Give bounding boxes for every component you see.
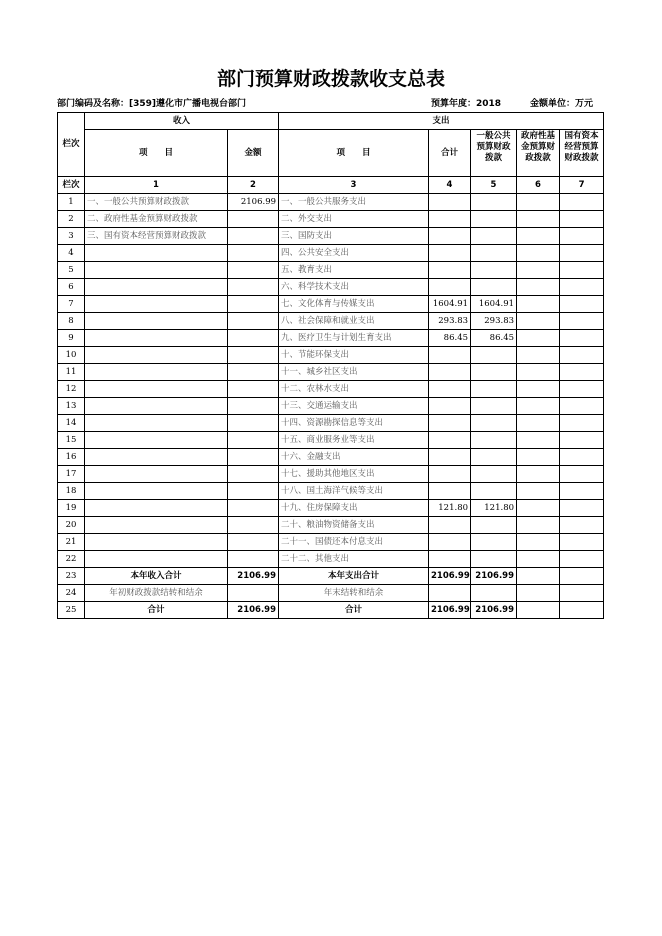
expense-total — [429, 194, 471, 211]
table-row — [58, 534, 604, 551]
grand-total-income-label: 合计 — [85, 602, 228, 619]
expense-gov-fund — [517, 364, 560, 381]
income-amount — [228, 415, 279, 432]
expense-total — [429, 466, 471, 483]
expense-general-budget: 1604.91 — [471, 296, 517, 313]
expense-gov-fund — [517, 296, 560, 313]
expense-total: 121.80 — [429, 500, 471, 517]
expense-gov-fund — [517, 211, 560, 228]
expense-general-budget — [471, 262, 517, 279]
expense-gov-fund — [517, 194, 560, 211]
row-number: 3 — [58, 228, 85, 245]
expense-total — [429, 483, 471, 500]
row-number: 10 — [58, 347, 85, 364]
carryover-income-label: 年初财政拨款结转和结余 — [85, 585, 228, 602]
table-row — [58, 381, 604, 398]
grand-total-expense-label: 合计 — [279, 602, 429, 619]
expense-general-budget: 293.83 — [471, 313, 517, 330]
expense-item: 七、文化体育与传媒支出 — [279, 296, 429, 313]
income-item — [85, 534, 228, 551]
expense-state-capital — [560, 415, 604, 432]
expense-item: 四、公共安全支出 — [279, 245, 429, 262]
expense-item: 五、教育支出 — [279, 262, 429, 279]
empty-cell — [471, 585, 517, 602]
expense-total: 1604.91 — [429, 296, 471, 313]
expense-total — [429, 449, 471, 466]
expense-state-capital — [560, 381, 604, 398]
income-amount — [228, 262, 279, 279]
table-row — [58, 245, 604, 262]
expense-state-capital — [560, 483, 604, 500]
income-amount — [228, 398, 279, 415]
expense-total — [429, 262, 471, 279]
expense-gov-fund — [517, 500, 560, 517]
page-title: 部门预算财政拨款收支总表 — [216, 68, 445, 90]
expense-item: 十九、住房保障支出 — [279, 500, 429, 517]
expense-state-capital — [560, 211, 604, 228]
expense-item: 十五、商业服务业等支出 — [279, 432, 429, 449]
grand-total-expense-amount: 2106.99 — [429, 602, 471, 619]
empty-cell — [560, 585, 604, 602]
income-amount — [228, 228, 279, 245]
expense-general-budget — [471, 415, 517, 432]
table-row — [58, 432, 604, 449]
income-amount — [228, 245, 279, 262]
colnum-label: 栏次 — [58, 177, 85, 194]
expense-total: 86.45 — [429, 330, 471, 347]
income-total-amount: 2106.99 — [228, 568, 279, 585]
row-number: 17 — [58, 466, 85, 483]
row-number: 23 — [58, 568, 85, 585]
income-item — [85, 500, 228, 517]
row-number: 16 — [58, 449, 85, 466]
expense-general-budget — [471, 347, 517, 364]
summary-row-income-total — [58, 568, 604, 585]
expense-item: 十、节能环保支出 — [279, 347, 429, 364]
header-income-amount: 金额 — [228, 130, 279, 177]
expense-total — [429, 432, 471, 449]
row-number: 9 — [58, 330, 85, 347]
header-row-1 — [58, 113, 604, 130]
expense-total — [429, 534, 471, 551]
row-number: 15 — [58, 432, 85, 449]
expense-item: 六、科学技术支出 — [279, 279, 429, 296]
empty-cell — [517, 568, 560, 585]
income-item — [85, 449, 228, 466]
expense-general-budget — [471, 364, 517, 381]
expense-state-capital — [560, 296, 604, 313]
table-row — [58, 466, 604, 483]
expense-general-budget — [471, 381, 517, 398]
expense-general-budget — [471, 398, 517, 415]
expense-gov-fund — [517, 330, 560, 347]
expense-item: 十七、援助其他地区支出 — [279, 466, 429, 483]
income-amount — [228, 483, 279, 500]
expense-gov-fund — [517, 381, 560, 398]
expense-state-capital — [560, 262, 604, 279]
expense-total — [429, 415, 471, 432]
expense-general-budget — [471, 194, 517, 211]
table-row — [58, 279, 604, 296]
income-amount — [228, 296, 279, 313]
expense-gov-fund — [517, 432, 560, 449]
expense-item: 二十一、国债还本付息支出 — [279, 534, 429, 551]
expense-general-budget: 121.80 — [471, 500, 517, 517]
expense-total — [429, 228, 471, 245]
income-amount — [228, 279, 279, 296]
expense-state-capital — [560, 228, 604, 245]
expense-state-capital — [560, 279, 604, 296]
expense-total — [429, 551, 471, 568]
income-item — [85, 398, 228, 415]
table-row — [58, 449, 604, 466]
department-label: 部门编码及名称：[359]遵化市广播电视台部门 — [57, 99, 247, 109]
expense-item: 十六、金融支出 — [279, 449, 429, 466]
row-number: 8 — [58, 313, 85, 330]
income-item — [85, 296, 228, 313]
row-number: 22 — [58, 551, 85, 568]
row-number: 25 — [58, 602, 85, 619]
table-row — [58, 500, 604, 517]
expense-gov-fund — [517, 449, 560, 466]
income-item — [85, 432, 228, 449]
table-row — [58, 347, 604, 364]
expense-gov-fund — [517, 279, 560, 296]
income-item — [85, 262, 228, 279]
expense-state-capital — [560, 364, 604, 381]
expense-item: 十二、农林水支出 — [279, 381, 429, 398]
income-amount — [228, 347, 279, 364]
header-general-budget: 一般公共预算财政拨款 — [471, 130, 517, 177]
income-item: 三、国有资本经营预算财政拨款 — [85, 228, 228, 245]
row-number: 19 — [58, 500, 85, 517]
header-total: 合计 — [429, 130, 471, 177]
expense-state-capital — [560, 551, 604, 568]
income-amount — [228, 517, 279, 534]
expense-general-budget — [471, 432, 517, 449]
table-row — [58, 262, 604, 279]
budget-table — [57, 112, 604, 619]
summary-row-carryover — [58, 585, 604, 602]
row-number: 18 — [58, 483, 85, 500]
expense-gov-fund — [517, 245, 560, 262]
expense-general-budget — [471, 449, 517, 466]
expense-gov-fund — [517, 517, 560, 534]
colnum-1: 1 — [85, 177, 228, 194]
expense-state-capital — [560, 500, 604, 517]
header-state-capital: 国有资本经营预算财政拨款 — [560, 130, 604, 177]
expense-general-budget: 86.45 — [471, 330, 517, 347]
income-amount — [228, 432, 279, 449]
income-amount — [228, 551, 279, 568]
expense-gov-fund — [517, 313, 560, 330]
budget-year: 预算年度：2018 — [431, 99, 502, 109]
table-row — [58, 211, 604, 228]
income-item — [85, 279, 228, 296]
expense-general-budget — [471, 228, 517, 245]
expense-state-capital — [560, 449, 604, 466]
table-row — [58, 415, 604, 432]
expense-gov-fund — [517, 466, 560, 483]
income-item — [85, 415, 228, 432]
header-lanci: 栏次 — [58, 113, 85, 177]
row-number: 6 — [58, 279, 85, 296]
income-item — [85, 313, 228, 330]
row-number: 21 — [58, 534, 85, 551]
expense-state-capital — [560, 330, 604, 347]
empty-cell — [228, 585, 279, 602]
income-amount — [228, 330, 279, 347]
income-amount — [228, 500, 279, 517]
income-item — [85, 551, 228, 568]
colnum-7: 7 — [560, 177, 604, 194]
expense-total — [429, 364, 471, 381]
income-item — [85, 364, 228, 381]
expense-item: 十八、国土海洋气候等支出 — [279, 483, 429, 500]
expense-total-amount: 2106.99 — [429, 568, 471, 585]
colnum-2: 2 — [228, 177, 279, 194]
income-item — [85, 381, 228, 398]
header-income: 收入 — [85, 113, 279, 130]
income-amount — [228, 534, 279, 551]
expense-state-capital — [560, 398, 604, 415]
table-row — [58, 398, 604, 415]
expense-item: 三、国防支出 — [279, 228, 429, 245]
expense-state-capital — [560, 534, 604, 551]
row-number: 20 — [58, 517, 85, 534]
table-row — [58, 364, 604, 381]
table-row — [58, 551, 604, 568]
amount-unit: 金额单位：万元 — [530, 99, 594, 109]
empty-cell — [560, 568, 604, 585]
empty-cell — [517, 602, 560, 619]
table-row — [58, 483, 604, 500]
income-amount — [228, 313, 279, 330]
expense-item: 十三、交通运输支出 — [279, 398, 429, 415]
row-number: 5 — [58, 262, 85, 279]
row-number: 7 — [58, 296, 85, 313]
expense-state-capital — [560, 194, 604, 211]
header-expense-item: 项 目 — [279, 130, 429, 177]
header-gov-fund: 政府性基金预算财政拨款 — [517, 130, 560, 177]
row-number: 24 — [58, 585, 85, 602]
expense-state-capital — [560, 313, 604, 330]
expense-state-capital — [560, 432, 604, 449]
colnum-3: 3 — [279, 177, 429, 194]
expense-gov-fund — [517, 228, 560, 245]
empty-cell — [429, 585, 471, 602]
table-row — [58, 228, 604, 245]
table-row — [58, 296, 604, 313]
expense-total — [429, 347, 471, 364]
row-number: 12 — [58, 381, 85, 398]
expense-gov-fund — [517, 262, 560, 279]
income-item: 一、一般公共预算财政拨款 — [85, 194, 228, 211]
colnum-4: 4 — [429, 177, 471, 194]
income-item — [85, 466, 228, 483]
expense-total — [429, 398, 471, 415]
empty-cell — [560, 602, 604, 619]
expense-gov-fund — [517, 534, 560, 551]
empty-cell — [517, 585, 560, 602]
expense-gov-fund — [517, 551, 560, 568]
table-row — [58, 194, 604, 211]
expense-total — [429, 517, 471, 534]
row-number: 1 — [58, 194, 85, 211]
expense-item: 十一、城乡社区支出 — [279, 364, 429, 381]
income-amount — [228, 381, 279, 398]
expense-item: 九、医疗卫生与计划生育支出 — [279, 330, 429, 347]
grand-total-general: 2106.99 — [471, 602, 517, 619]
expense-item: 二、外交支出 — [279, 211, 429, 228]
income-amount: 2106.99 — [228, 194, 279, 211]
row-number: 13 — [58, 398, 85, 415]
expense-general-budget — [471, 483, 517, 500]
expense-state-capital — [560, 245, 604, 262]
table-row — [58, 517, 604, 534]
income-item — [85, 245, 228, 262]
expense-general-budget — [471, 211, 517, 228]
expense-gov-fund — [517, 483, 560, 500]
expense-total — [429, 245, 471, 262]
expense-gov-fund — [517, 398, 560, 415]
expense-state-capital — [560, 466, 604, 483]
income-amount — [228, 449, 279, 466]
colnum-6: 6 — [517, 177, 560, 194]
row-number: 4 — [58, 245, 85, 262]
expense-item: 二十、粮油物资储备支出 — [279, 517, 429, 534]
header-expense: 支出 — [279, 113, 604, 130]
expense-total — [429, 279, 471, 296]
expense-state-capital — [560, 347, 604, 364]
income-item: 二、政府性基金预算财政拨款 — [85, 211, 228, 228]
expense-item: 二十二、其他支出 — [279, 551, 429, 568]
expense-general-budget — [471, 551, 517, 568]
header-income-item: 项 目 — [85, 130, 228, 177]
expense-item: 十四、资源勘探信息等支出 — [279, 415, 429, 432]
income-amount — [228, 364, 279, 381]
row-number: 14 — [58, 415, 85, 432]
income-item — [85, 330, 228, 347]
expense-item: 八、社会保障和就业支出 — [279, 313, 429, 330]
column-number-row — [58, 177, 604, 194]
expense-total-general: 2106.99 — [471, 568, 517, 585]
income-item — [85, 517, 228, 534]
expense-gov-fund — [517, 347, 560, 364]
header-row-2 — [58, 130, 604, 177]
expense-gov-fund — [517, 415, 560, 432]
expense-general-budget — [471, 517, 517, 534]
summary-row-grand-total — [58, 602, 604, 619]
expense-general-budget — [471, 245, 517, 262]
table-row — [58, 330, 604, 347]
income-amount — [228, 466, 279, 483]
expense-total: 293.83 — [429, 313, 471, 330]
expense-general-budget — [471, 534, 517, 551]
carryover-expense-label: 年末结转和结余 — [279, 585, 429, 602]
colnum-5: 5 — [471, 177, 517, 194]
income-total-label: 本年收入合计 — [85, 568, 228, 585]
expense-general-budget — [471, 279, 517, 296]
expense-state-capital — [560, 517, 604, 534]
expense-total — [429, 211, 471, 228]
expense-total-label: 本年支出合计 — [279, 568, 429, 585]
table-row — [58, 313, 604, 330]
expense-total — [429, 381, 471, 398]
expense-item: 一、一般公共服务支出 — [279, 194, 429, 211]
income-amount — [228, 211, 279, 228]
income-item — [85, 483, 228, 500]
row-number: 2 — [58, 211, 85, 228]
expense-general-budget — [471, 466, 517, 483]
row-number: 11 — [58, 364, 85, 381]
grand-total-income-amount: 2106.99 — [228, 602, 279, 619]
income-item — [85, 347, 228, 364]
